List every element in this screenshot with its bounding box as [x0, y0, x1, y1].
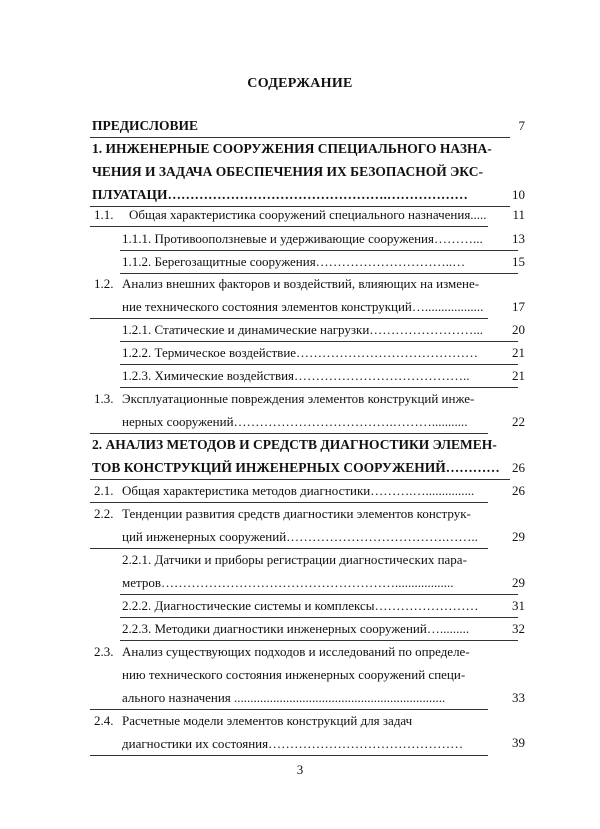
toc-entry-page: 21	[512, 368, 525, 383]
toc-rule-line	[90, 548, 488, 549]
toc-entry-page: 7	[518, 118, 525, 133]
toc-entry	[0, 598, 600, 620]
toc-entry-text: 1.2.3. Химические воздействия…………………………………..	[122, 368, 470, 383]
toc-entry-text: ние технического состояния элементов конструкций…..................	[122, 299, 484, 314]
toc-entry-page: 17	[512, 299, 525, 314]
toc-rule-line	[90, 502, 488, 503]
toc-entry	[0, 621, 600, 643]
toc-rule-line	[120, 273, 518, 274]
toc-entry-page: 33	[512, 690, 525, 705]
toc-entry-text: 1. ИНЖЕНЕРНЫЕ СООРУЖЕНИЯ СПЕЦИАЛЬНОГО НАЗНА-	[92, 141, 492, 156]
toc-entry	[0, 118, 600, 140]
toc-rule-line	[120, 364, 518, 365]
toc-entry-page: 29	[512, 575, 525, 590]
toc-entry	[0, 437, 600, 482]
toc-entry-text: 1.1.1. Противооползневые и удерживающие сооружения………...	[122, 231, 483, 246]
toc-entry-page: 32	[512, 621, 525, 636]
toc-rule-line	[90, 433, 488, 434]
toc-entry	[0, 713, 600, 758]
toc-entry	[0, 322, 600, 344]
toc-rule-line	[120, 617, 518, 618]
toc-rule-line	[120, 640, 518, 641]
toc-entry-text: диагностики их состояния………………………………………	[122, 736, 464, 751]
toc-entry-text: Общая характеристика методов диагностики……….…...............	[122, 483, 475, 498]
toc-rule-line	[120, 594, 518, 595]
toc-entry-text: метров………………………………………………..................	[122, 575, 454, 590]
toc-entry-number: 2.4.	[94, 713, 114, 728]
toc-entry	[0, 506, 600, 551]
toc-entry-text: 2.2.3. Методики диагностики инженерных сооружений….........	[122, 621, 470, 636]
toc-entry-page: 15	[512, 254, 525, 269]
toc-entry-text: ального назначения .................................................................	[122, 690, 446, 705]
toc-rule-line	[90, 226, 488, 227]
toc-entry-number: 2.1.	[94, 483, 114, 498]
toc-entry	[0, 552, 600, 597]
toc-entry-text: Анализ внешних факторов и воздействий, влияющих на измене-	[122, 276, 480, 291]
toc-entry-page: 26	[512, 483, 525, 498]
toc-rule-line	[90, 755, 488, 756]
toc-entry-page: 29	[512, 529, 525, 544]
toc-entry-page: 11	[512, 207, 525, 222]
toc-entry	[0, 276, 600, 321]
toc-entry-text: Общая характеристика сооружений специального назначения.....	[129, 207, 487, 222]
toc-entry	[0, 254, 600, 276]
toc-entry-text: Эксплуатационные повреждения элементов конструкций инже-	[122, 391, 475, 406]
toc-entry-text: ПРЕДИСЛОВИЕ	[92, 118, 199, 133]
toc-entry-text: Анализ существующих подходов и исследований по определе-	[122, 644, 470, 659]
toc-entry-text: ЧЕНИЯ И ЗАДАЧА ОБЕСПЕЧЕНИЯ ИХ БЕЗОПАСНОЙ ЭКС-	[92, 164, 483, 179]
toc-entry-text: 1.2.2. Термическое воздействие……………………………………	[122, 345, 479, 360]
toc-entry-page: 22	[512, 414, 525, 429]
toc-entry-number: 1.1.	[94, 207, 114, 222]
toc-entry-page: 26	[512, 460, 525, 475]
toc-rule-line	[90, 479, 510, 480]
toc-rule-line	[90, 137, 510, 138]
toc-entry-text: 2.2.2. Диагностические системы и комплексы……………………	[122, 598, 479, 613]
toc-rule-line	[90, 709, 488, 710]
toc-entry-text: нию технического состояния инженерных сооружений специ-	[122, 667, 466, 682]
toc-entry-number: 1.2.	[94, 276, 114, 291]
toc-entry-text: Расчетные модели элементов конструкций для задач	[122, 713, 413, 728]
toc-entry	[0, 207, 600, 229]
toc-entry-text: ПЛУАТАЦИ………………………………………….………………	[92, 187, 468, 202]
toc-entry-text: ТОВ КОНСТРУКЦИЙ ИНЖЕНЕРНЫХ СООРУЖЕНИЙ…………	[92, 460, 500, 475]
toc-entry-number: 2.3.	[94, 644, 114, 659]
toc-entry	[0, 368, 600, 390]
toc-rule-line	[120, 341, 518, 342]
toc-entry-text: нерных сооружений……………………………….………...........	[122, 414, 468, 429]
toc-entry	[0, 231, 600, 253]
toc-entry-text: ций инженерных сооружений……………………………….……..	[122, 529, 478, 544]
toc-entry-text: 1.2.1. Статические и динамические нагрузки……………………...	[122, 322, 484, 337]
toc-entry-text: 2.2.1. Датчики и приборы регистрации диагностических пара-	[122, 552, 467, 567]
toc-entry-text: 1.1.2. Берегозащитные сооружения…………………………..…	[122, 254, 466, 269]
toc-entry-number: 2.2.	[94, 506, 114, 521]
toc-entry-page: 21	[512, 345, 525, 360]
toc-entry-page: 13	[512, 231, 525, 246]
toc-entry	[0, 483, 600, 505]
toc-entry-page: 31	[512, 598, 525, 613]
toc-rule-line	[120, 250, 518, 251]
toc-entry-number: 1.3.	[94, 391, 114, 406]
toc-entry-text: Тенденции развития средств диагностики элементов конструк-	[122, 506, 471, 521]
page-number: 3	[296, 762, 304, 777]
toc-entry	[0, 345, 600, 367]
toc-entry-page: 20	[512, 322, 525, 337]
toc-entry-text: 2. АНАЛИЗ МЕТОДОВ И СРЕДСТВ ДИАГНОСТИКИ ЭЛЕМЕН-	[92, 437, 497, 452]
toc-entry-page: 10	[512, 187, 525, 202]
toc-entry	[0, 644, 600, 712]
toc-entry	[0, 391, 600, 436]
toc-rule-line	[120, 387, 518, 388]
toc-entry	[0, 141, 600, 209]
toc-title: СОДЕРЖАНИЕ	[247, 76, 353, 91]
toc-entry-page: 39	[512, 735, 525, 750]
toc-rule-line	[90, 318, 488, 319]
